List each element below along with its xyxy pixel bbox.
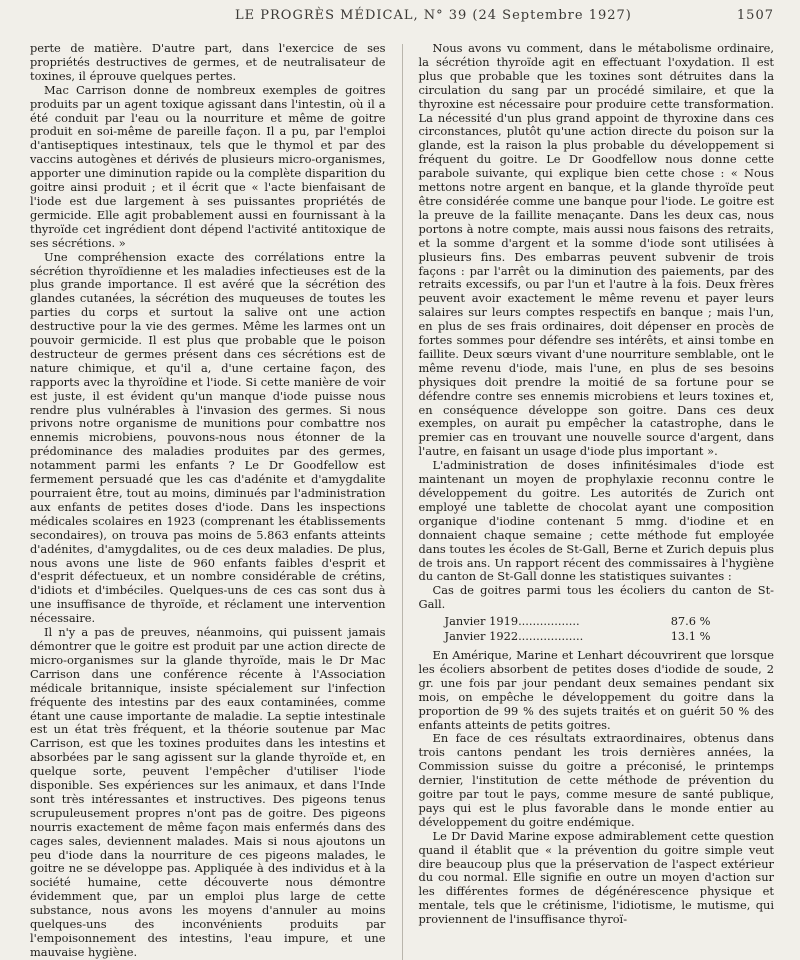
goitre-statistics-table <box>445 615 717 645</box>
paragraph: Nous avons vu comment, dans le métabolisme ordinaire, la sécrétion thyroïde agit en effectuant l'oxydation. Il est plus que probable que les toxines sont détruites dans la circulation du sang par un procédé similaire, et que la thyroxine est nécessaire pour produire cette transformation. La nécessité d'un plus grand appoint de thyroxine dans ces circonstances, plutôt qu'une action directe du poison sur la glande, est la raison la plus probable du développement si fréquent du goitre. Le Dr Goodfellow nous donne cette parabole suivante, qui explique bien cette chose : « Nous mettons notre argent en banque, et la glande thyroïde peut être considérée comme une banque pour l'iode. Le goitre est la preuve de la faillite menaçante. Dans les deux cas, nous portons à notre compte, mais aussi nous faisons des retraits, et la somme d'argent et la somme d'iode sont utilisées à plusieurs fins. Des embarras peuvent subvenir de trois façons : par l'arrêt ou la diminution des paiements, par des retraits excessifs, ou par l'un et l'autre à la fois. Deux frères peuvent avoir exactement le même revenu et payer leurs salaires sur leurs comptes respectifs en banque ; mais l'un, en plus de ses frais ordinaires, doit dépenser en procès de fortes sommes pour défendre ses intérêts, et ainsi tombe en faillite. Deux sœurs vivant d'une nourriture semblable, ont le même revenu d'iode, mais l'une, en plus de ses besoins physiques doit prendre la moitié de sa fortune pour se défendre contre ses ennemis microbiens et leurs toxines et, en conséquence développe son goitre. Dans ces deux exemples, on aurait pu empêcher la catastrophe, dans le premier cas en trouvant une nouvelle source d'argent, dans l'autre, en faisant un usage d'iode plus important ». <box>418 41 774 459</box>
stat-label: Janvier 1922.................. <box>444 629 584 644</box>
column-divider <box>402 44 403 960</box>
right-column <box>419 42 775 960</box>
paragraph: Il n'y a pas de preuves, néanmoins, qui puissent jamais démontrer que le goitre est produit par une action directe de micro-organismes sur la glande thyroïde, mais le Dr Mac Carrison dans une conférence récente à l'Association médicale britannique, insiste spécialement sur l'infection fréquente des intestins par des eaux contaminées, comme étant une cause importante de maladie. La septie intestinale est un état très fréquent, et la théorie soutenue par Mac Carrison, est que les toxines produites dans les intestins et absorbées par le sang agissent sur la glande thyroïde et, en quelque sorte, peuvent l'empêcher d'utiliser l'iode disponible. Ses expériences sur les animaux, et dans l'Inde sont très intéressantes et instructives. Des pigeons tenus scrupuleusement propres n'ont pas de goitre. Des pigeons nourris exactement de même façon mais enfermés dans des cages sales, deviennent malades. Mais si nous ajoutons un peu d'iode dans la nourriture de ces pigeons malades, le goitre ne se développe pas. Appliquée à des individus et à la société humaine, cette découverte nous démontre évidemment que, par un emploi plus large de cette substance, nous avons les moyens d'annuler au moins quelques-uns des inconvénients produits par l'empoisonnement des intestins, l'eau impure, et une mauvaise hygiène. <box>30 625 386 959</box>
paragraph: Cas de goitres parmi tous les écoliers du canton de St-Gall. <box>418 583 774 612</box>
stat-value: 87.6 % <box>670 614 711 629</box>
paragraph: En Amérique, Marine et Lenhart découvrirent que lorsque les écoliers absorbent de petites doses d'iodide de soude, 2 gr. une fois par jour pendant deux semaines pendant six mois, on empêche le développement du goitre dans la proportion de 99 % des sujets traités et on guérit 50 % des enfants atteints de petits goitres. <box>418 647 774 732</box>
page-number: 1507 <box>736 8 774 23</box>
paragraph: Une compréhension exacte des corrélations entre la sécrétion thyroïdienne et les maladies infectieuses est de la plus grande importance. Il est avéré que la sécrétion des glandes cutanées, la sécrétion des muqueuses de toutes les parties du corps et surtout la salive ont une action destructive pour la vie des germes. Même les larmes ont un pouvoir germicide. Il est plus que probable que le poison destructeur de germes présent dans ces sécrétions est de nature chimique, et qu'il a, d'une certaine façon, des rapports avec la thyroïdine et l'iode. Si cette manière de voir est juste, il est évident qu'un manque d'iode puisse nous rendre plus vulnérables à l'invasion des germes. Si nous privons notre organisme de munitions pour combattre nos ennemis microbiens, pouvons-nous nous étonner de la prédominance des maladies produites par des germes, notamment parmi les enfants ? Le Dr Goodfellow est fermement persuadé que les cas d'adénite et d'amygdalite pourraient être, tout au moins, diminués par l'administration aux enfants de petites doses d'iode. Dans les inspections médicales scolaires en 1923 (comprenant les établissements secondaires), on trouva pas moins de 5.863 enfants atteints d'adénites, d'amygdalites, ou de ces deux maladies. De plus, nous avons une liste de 960 enfants faibles d'esprit et d'esprit défectueux, et un nombre considérable de crétins, d'idiots et d'imbéciles. Quelques-uns de ces cas sont dus à une insuffisance de thyroïde, et réclament une intervention nécessaire. <box>30 249 386 626</box>
stat-value: 13.1 % <box>670 629 711 644</box>
journal-title: LE PROGRÈS MÉDICAL, N° 39 (24 Septembre 1927) <box>235 8 632 23</box>
paragraph: perte de matière. D'autre part, dans l'exercice de ses propriétés destructives de germes, et de neutralisateur de toxines, il éprouve quelques pertes. <box>30 41 386 83</box>
text-columns <box>30 42 774 960</box>
left-column <box>30 42 386 960</box>
paragraph: En face de ces résultats extraordinaires, obtenus dans trois cantons pendant les trois dernières années, la Commission suisse du goitre a préconisé, le printemps dernier, l'institution de cette méthode de prévention du goitre par tout le pays, comme mesure de santé publique, pays qui est le plus favorable dans le monde entier au développement du goitre endémique. <box>418 731 774 829</box>
table-row <box>445 630 717 645</box>
running-header <box>30 8 774 34</box>
paragraph: L'administration de doses infinitésimales d'iode est maintenant un moyen de prophylaxie reconnu contre le développement du goitre. Les autorités de Zurich ont employé une tablette de chocolat ayant une composition organique d'iodine contenant 5 mmg. d'iodine et en donnaient chaque semaine ; cette méthode fut employée dans toutes les écoles de St-Gall, Berne et Zurich depuis plus de trois ans. Un rapport récent des commissaires à l'hygiène du canton de St-Gall donne les statistiques suivantes : <box>418 458 774 584</box>
stat-label: Janvier 1919................. <box>444 614 580 629</box>
paragraph: Mac Carrison donne de nombreux exemples de goitres produits par un agent toxique agissant dans l'intestin, où il a été conduit par l'eau ou la nourriture et même de goitre produit en soi-même de pareille façon. Il a pu, par l'emploi d'antiseptiques intestinaux, tels que le thymol et par des vaccins autogènes et dérivés de plusieurs micro-organismes, apporter une diminution rapide ou la complète disparition du goitre ainsi produit ; et il écrit que « l'acte bienfaisant de l'iode est due largement à ses puissantes propriétés de germicide. Elle agit probablement aussi en fournissant à la thyroïde cet ingrédient dont dépend l'activité antitoxique de ses sécrétions. » <box>30 82 386 250</box>
paragraph: Le Dr David Marine expose admirablement cette question quand il établit que « la prévention du goitre simple veut dire beaucoup plus que la préservation de l'aspect extérieur du cou normal. Elle signifie en outre un moyen d'action sur les différentes formes de dégénérescence physique et mentale, tels que le crétinisme, l'idiotisme, le mutisme, qui proviennent de l'insuffisance thyroï- <box>418 828 774 927</box>
table-row <box>445 615 717 630</box>
